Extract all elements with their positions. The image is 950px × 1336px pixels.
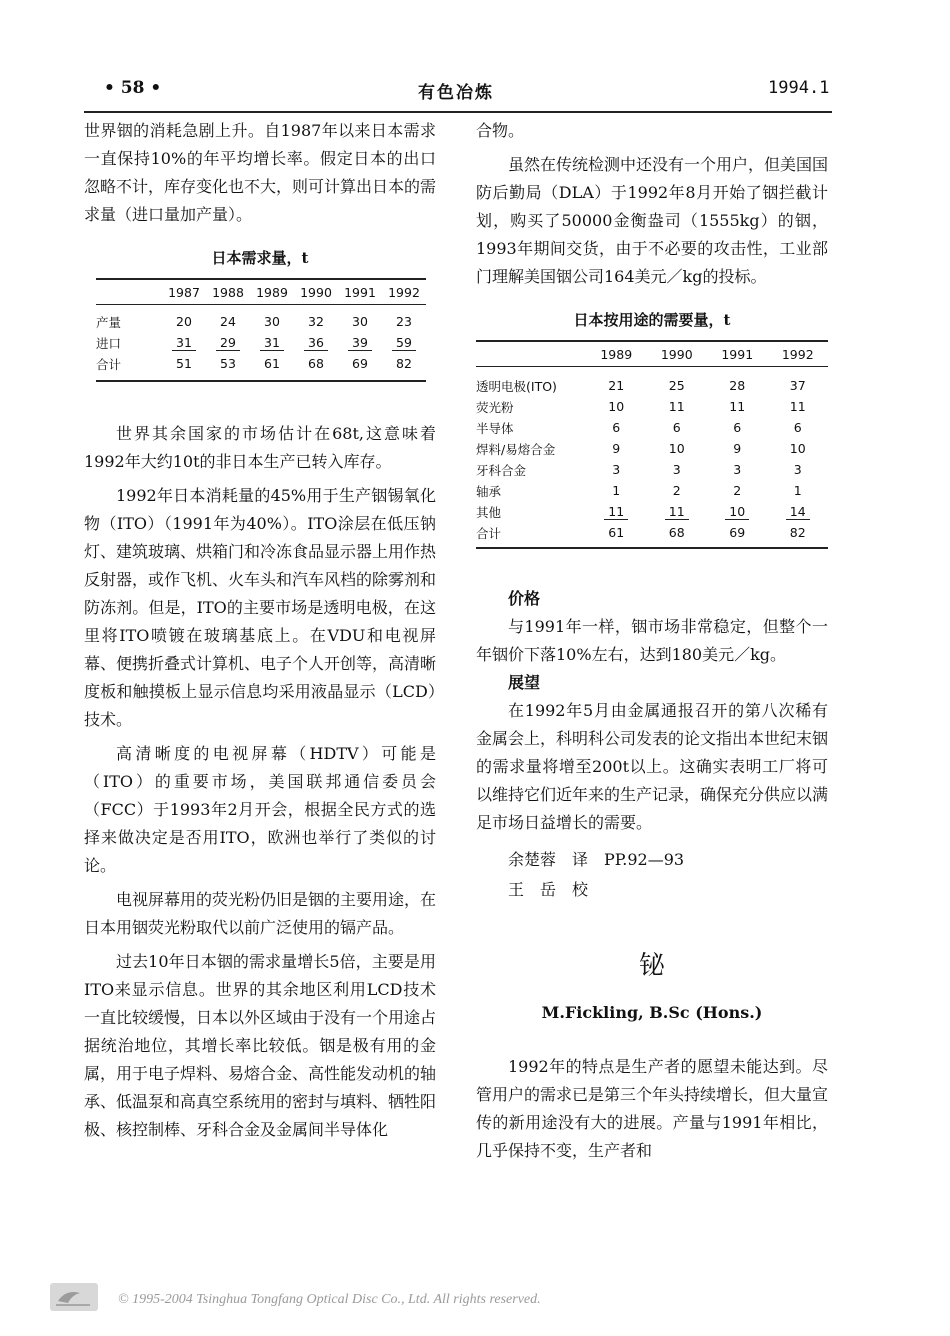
table-cell: 1	[612, 483, 621, 498]
section-authors: M.Fickling, B.Sc (Hons.)	[541, 1003, 763, 1022]
table-cell: 23	[396, 314, 412, 329]
table-cell	[586, 501, 647, 522]
underlined-value: 39	[348, 335, 372, 351]
table-cell: 3	[793, 462, 802, 477]
heading-outlook: 展望	[508, 673, 541, 692]
right-column	[476, 117, 828, 1165]
table-cell	[768, 501, 829, 522]
table-row	[476, 459, 828, 480]
table-cell	[338, 332, 382, 353]
translator-credit: 余楚蓉 译 PP.92—93	[508, 850, 685, 869]
table-row	[476, 501, 828, 522]
table-cell: 24	[220, 314, 236, 329]
table-cell: 82	[396, 356, 412, 371]
table1-year-header: 1989	[256, 284, 288, 300]
row-label: 产量	[96, 314, 122, 330]
row-label: 合计	[96, 356, 122, 372]
table-cell: 61	[608, 525, 625, 540]
table1-year-header: 1992	[388, 284, 420, 300]
table-cell: 9	[612, 441, 621, 456]
table-cell: 69	[729, 525, 746, 540]
japan-demand-table	[96, 278, 426, 382]
table-cell: 10	[608, 399, 625, 414]
paragraph-ito: 1992年日本消耗量的45%用于生产铟锡氧化物（ITO）（1991年为40%）。ITO涂层在低压钠灯、建筑玻璃、烘箱门和冷冻食品显示器上用作热反射器，或作飞机、火车头和汽车风档的除雾剂和防冻剂。但是，ITO的主要市场是透明电极，在这里将ITO喷镀在玻璃基底上。在VDU和电视屏幕、便携折叠式计算机、电子个人开创等，高清晰度板和触摸板上显示信息均采用液晶显示（LCD）技术。	[84, 486, 437, 729]
table-cell: 68	[668, 525, 685, 540]
underlined-value: 29	[216, 335, 240, 351]
publisher-logo	[50, 1283, 98, 1311]
paragraph-outlook: 在1992年5月由金属通报召开的第八次稀有金属会上，科明科公司发表的论文指出本世纪末铟的需求量将增至200t以上。这确实表明工厂将可以维持它们近年来的生产记录，确保充分供应以满足市场日益增长的需要。	[476, 701, 829, 832]
table-cell: 28	[729, 378, 746, 393]
table-cell: 6	[612, 420, 621, 435]
table-row	[96, 353, 426, 381]
table1-year-header: 1991	[344, 284, 376, 300]
table-cell	[382, 332, 426, 353]
paragraph-price: 与1991年一样，铟市场非常稳定，但整个一年铟价下落10%左右，达到180美元／kg。	[476, 617, 828, 664]
table-cell	[647, 501, 708, 522]
table2-year-header: 1991	[721, 346, 754, 362]
proofreader-credit: 王 岳 校	[508, 880, 589, 899]
continuation-text: 合物。	[476, 121, 525, 140]
table1-caption: 日本需求量，t	[211, 249, 309, 267]
table-cell: 6	[733, 420, 742, 435]
table-cell: 82	[789, 525, 806, 540]
table-row	[476, 396, 828, 417]
table-cell: 10	[668, 441, 685, 456]
copyright-footer: © 1995-2004 Tsinghua Tongfang Optical Disc Co., Ltd. All rights reserved.	[118, 1292, 541, 1307]
issue-number: 1994.1	[768, 78, 830, 98]
table-cell: 3	[612, 462, 621, 477]
underlined-value: 11	[604, 504, 628, 520]
page-number: • 58 •	[104, 78, 162, 98]
table-cell: 30	[352, 314, 368, 329]
table-cell: 3	[733, 462, 742, 477]
table-cell: 11	[668, 399, 685, 414]
table-cell	[162, 332, 206, 353]
row-label: 半导体	[476, 420, 514, 436]
paragraph-growth: 过去10年日本铟的需求量增长5倍，主要是用ITO来显示信息。世界的其余地区利用LCD技术一直比较缓慢，日本以外区域由于没有一个用途占据统治地位，其增长率比较低。铟是极有用的金属，用于电子焊料、易熔合金、高性能发动机的轴承、低温泵和高真空系统用的密封与填料、牺牲阳极、核控制棒、牙科合金及金属间半导体化	[84, 952, 437, 1139]
table-cell: 2	[733, 483, 742, 498]
table-cell	[294, 332, 338, 353]
table-cell: 37	[789, 378, 806, 393]
heading-price: 价格	[508, 589, 541, 608]
table-row	[96, 305, 426, 333]
table2-year-header: 1992	[781, 346, 814, 362]
paragraph-bismuth: 1992年的特点是生产者的愿望未能达到。尽管用户的需求已是第三个年头持续增长，但大量宣传的新用途没有大的进展。产量与1991年相比，几乎保持不变，生产者和	[476, 1057, 829, 1160]
table-cell: 11	[789, 399, 806, 414]
table-cell: 25	[668, 378, 685, 393]
table-row	[476, 367, 828, 397]
paragraph-hdtv: 高清晰度的电视屏幕（HDTV）可能是（ITO）的重要市场，美国联邦通信委员会（FCC）于1993年2月开会，根据全民方式的选择来做决定是否用ITO，欧洲也举行了类似的讨论。	[84, 744, 436, 875]
table-cell	[206, 332, 250, 353]
underlined-value: 59	[392, 335, 416, 351]
header-rule	[84, 111, 832, 113]
table-cell: 1	[793, 483, 802, 498]
publisher-logo-icon	[50, 1283, 98, 1311]
underlined-value: 31	[172, 335, 196, 351]
row-label: 进口	[96, 335, 122, 351]
table-cell: 21	[608, 378, 625, 393]
table2-year-header: 1990	[660, 346, 693, 362]
table2-corner	[476, 341, 586, 367]
table-cell: 32	[308, 314, 324, 329]
table1-corner	[96, 279, 162, 305]
row-label: 焊料/易熔合金	[476, 441, 556, 457]
left-column	[84, 117, 436, 1144]
row-label: 荧光粉	[476, 399, 514, 415]
row-label: 其他	[476, 504, 502, 520]
underlined-value: 10	[725, 504, 749, 520]
table-cell	[250, 332, 294, 353]
paragraph-rest-of-world: 世界其余国家的市场估计在68t,这意味着1992年大约10t的非日本生产已转入库存。	[84, 424, 436, 471]
table1-year-header: 1988	[212, 284, 244, 300]
table-cell: 20	[176, 314, 192, 329]
table-row	[476, 417, 828, 438]
table-cell: 68	[308, 356, 324, 371]
underlined-value: 14	[786, 504, 810, 520]
table-cell: 9	[733, 441, 742, 456]
journal-title: 有色冶炼	[418, 83, 494, 103]
japan-use-table	[476, 340, 828, 549]
table-cell: 2	[672, 483, 681, 498]
underlined-value: 36	[304, 335, 328, 351]
table2-caption: 日本按用途的需要量，t	[573, 311, 731, 329]
section-title-bismuth: 铋	[638, 951, 665, 981]
table-cell: 30	[264, 314, 280, 329]
table-cell: 51	[176, 356, 192, 371]
paragraph-dla: 虽然在传统检测中还没有一个用户，但美国国防后勤局（DLA）于1992年8月开始了铟拦截计划，购买了50000金衡盎司（1555kg）的铟，1993年期间交货，由于不必要的攻击性，工业部门理解美国铟公司164美元／kg的投标。	[476, 155, 829, 286]
table-cell: 3	[672, 462, 681, 477]
table-cell: 53	[220, 356, 236, 371]
paragraph-phosphor: 电视屏幕用的荧光粉仍旧是铟的主要用途，在日本用铟荧光粉取代以前广泛使用的镉产品。	[84, 890, 437, 937]
row-label: 透明电极(ITO)	[476, 378, 557, 394]
table-cell: 61	[264, 356, 280, 371]
table-cell: 69	[352, 356, 368, 371]
table-row	[96, 332, 426, 353]
row-label: 轴承	[476, 483, 502, 499]
table-row	[476, 522, 828, 548]
table2-year-header: 1989	[600, 346, 633, 362]
intro-paragraph: 世界铟的消耗急剧上升。自1987年以来日本需求一直保持10%的年平均增长率。假定日本的出口忽略不计，库存变化也不大，则可计算出日本的需求量（进口量加产量）。	[84, 121, 437, 224]
row-label: 合计	[476, 525, 502, 541]
table-cell: 6	[793, 420, 802, 435]
table-cell: 10	[789, 441, 806, 456]
table1-year-header: 1990	[300, 284, 332, 300]
table-row	[476, 480, 828, 501]
table-cell	[707, 501, 768, 522]
table-cell: 6	[672, 420, 681, 435]
underlined-value: 31	[260, 335, 284, 351]
table-row	[476, 438, 828, 459]
underlined-value: 11	[665, 504, 689, 520]
row-label: 牙科合金	[476, 462, 527, 478]
table-cell: 11	[729, 399, 746, 414]
table1-year-header: 1987	[168, 284, 200, 300]
